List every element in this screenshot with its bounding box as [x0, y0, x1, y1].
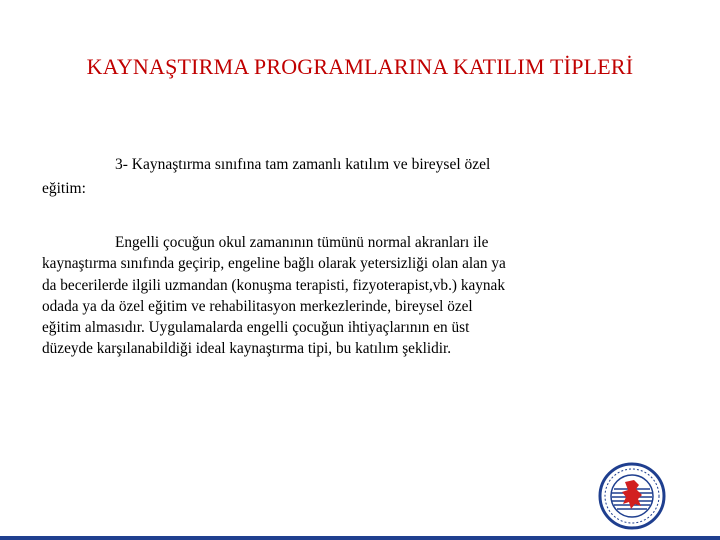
body-line: da becerilerde ilgili uzmandan (konuşma terapisti, fizyoterapist,vb.) kaynak	[42, 276, 505, 294]
body-line: odada ya da özel eğitim ve rehabilitasyon merkezlerinde, bireysel özel	[42, 297, 473, 315]
body-line: düzeyde karşılanabildiği ideal kaynaştırma tipi, bu katılım şeklidir.	[42, 340, 452, 358]
section-heading-line-1: 3- Kaynaştırma sınıfına tam zamanlı katılım ve bireysel özel	[115, 156, 491, 173]
section-heading-line-2: eğitim:	[42, 180, 86, 197]
footer-bar	[0, 536, 720, 540]
body-line: kaynaştırma sınıfında geçirip, engeline bağlı olarak yetersizliği olan alan ya	[42, 255, 506, 273]
slide-title: KAYNAŞTIRMA PROGRAMLARINA KATILIM TİPLERİ	[86, 54, 634, 79]
university-seal-icon	[598, 462, 666, 530]
body-paragraph	[42, 232, 602, 360]
body-line: Engelli çocuğun okul zamanının tümünü normal akranları ile	[115, 234, 489, 251]
body-line: eğitim almasıdır. Uygulamalarda engelli çocuğun ihtiyaçlarının en üst	[42, 319, 470, 337]
